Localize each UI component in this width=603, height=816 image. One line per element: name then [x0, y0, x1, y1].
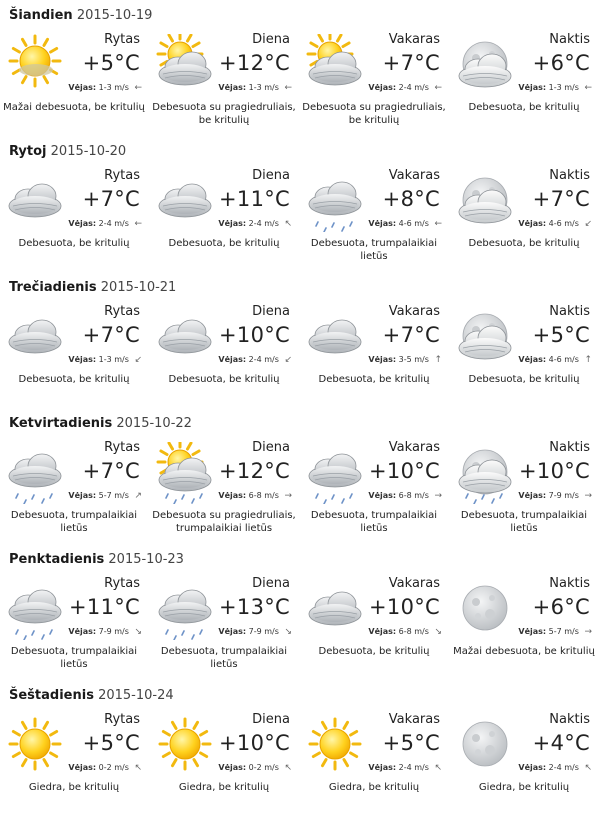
cloud-icon [154, 306, 216, 368]
cloud-icon [304, 306, 366, 368]
period-temperature: +4°C [532, 731, 590, 755]
period-wind [518, 491, 592, 501]
period-wind [368, 355, 442, 365]
wind-direction-icon: ↙ [284, 355, 292, 365]
period-description: Debesuota, be kritulių [318, 374, 430, 385]
period-description: Debesuota, be kritulių [318, 646, 430, 657]
period-name: Naktis [549, 576, 590, 591]
wind-direction-icon: ← [434, 83, 442, 93]
period-wind [68, 491, 142, 501]
wind-label: Vėjas: [368, 83, 397, 92]
wind-direction-icon: ↖ [434, 763, 442, 773]
period-description: Debesuota, trumpalaikiai lietūs [310, 510, 438, 534]
period-wind [68, 355, 142, 365]
wind-speed: 7-9 m/s [548, 491, 579, 500]
wind-speed: 6-8 m/s [398, 627, 429, 636]
wind-label: Vėjas: [518, 83, 547, 92]
period-wind [518, 83, 592, 93]
period-temperature: +7°C [382, 51, 440, 75]
wind-label: Vėjas: [368, 219, 397, 228]
wind-speed: 2-4 m/s [398, 763, 429, 772]
period-description: Giedra, be kritulių [478, 782, 570, 793]
sun-icon [154, 714, 216, 776]
period-description: Giedra, be kritulių [28, 782, 120, 793]
period-description: Mažai debesuota, be kritulių [3, 102, 145, 113]
wind-speed: 1-3 m/s [98, 83, 129, 92]
wind-speed: 1-3 m/s [548, 83, 579, 92]
wind-direction-icon: ↙ [134, 355, 142, 365]
cloud-rain-icon [154, 578, 216, 640]
period-temperature: +5°C [82, 731, 140, 755]
sun-icon [304, 714, 366, 776]
period-temperature: +7°C [532, 187, 590, 211]
day-name: Ketvirtadienis [9, 416, 113, 431]
cloud-icon [4, 306, 66, 368]
wind-direction-icon: ↑ [584, 355, 592, 365]
wind-direction-icon: ← [434, 219, 442, 229]
wind-label: Vėjas: [218, 83, 247, 92]
wind-label: Vėjas: [518, 219, 547, 228]
period-description: Mažai debesuota, be kritulių [453, 646, 595, 657]
period-name: Vakaras [388, 576, 440, 591]
day-date: 2015-10-21 [100, 280, 177, 295]
wind-speed: 7-9 m/s [248, 627, 279, 636]
sun-cloud-icon [154, 34, 216, 96]
period-wind [518, 219, 592, 229]
period-description: Debesuota, trumpalaikiai lietūs [10, 510, 138, 534]
period-description: Debesuota, trumpalaikiai lietūs [160, 646, 288, 670]
period-temperature: +12°C [219, 51, 290, 75]
wind-speed: 6-8 m/s [248, 491, 279, 500]
wind-label: Vėjas: [68, 491, 97, 500]
day-block [0, 136, 603, 272]
period-row [0, 28, 603, 136]
period-name: Naktis [549, 168, 590, 183]
period-description: Debesuota, be kritulių [18, 238, 130, 249]
period-temperature: +5°C [82, 51, 140, 75]
wind-label: Vėjas: [68, 83, 97, 92]
period-description: Debesuota, be kritulių [468, 374, 580, 385]
day-name: Šiandien [9, 8, 73, 23]
wind-speed: 2-4 m/s [248, 355, 279, 364]
wind-label: Vėjas: [518, 627, 547, 636]
wind-label: Vėjas: [218, 763, 247, 772]
period-temperature: +10°C [369, 595, 440, 619]
period-temperature: +7°C [82, 323, 140, 347]
day-heading [9, 144, 126, 159]
period-temperature: +7°C [382, 323, 440, 347]
wind-direction-icon: ↗ [134, 491, 142, 501]
wind-speed: 3-5 m/s [398, 355, 429, 364]
period-description: Debesuota, trumpalaikiai lietūs [310, 238, 438, 262]
wind-speed: 0-2 m/s [248, 763, 279, 772]
period-temperature: +10°C [219, 323, 290, 347]
day-block [0, 544, 603, 680]
period-wind [518, 763, 592, 773]
wind-speed: 2-4 m/s [398, 83, 429, 92]
period-wind [68, 83, 142, 93]
wind-speed: 5-7 m/s [98, 491, 129, 500]
period-wind [368, 491, 442, 501]
period-panel [300, 300, 448, 408]
period-name: Vakaras [388, 712, 440, 727]
wind-label: Vėjas: [368, 763, 397, 772]
period-temperature: +7°C [82, 459, 140, 483]
wind-speed: 1-3 m/s [248, 83, 279, 92]
period-panel [300, 436, 448, 544]
day-date: 2015-10-20 [50, 144, 127, 159]
period-description: Debesuota, trumpalaikiai lietūs [460, 510, 588, 534]
wind-speed: 6-8 m/s [398, 491, 429, 500]
period-wind [368, 763, 442, 773]
period-description: Debesuota, be kritulių [168, 238, 280, 249]
wind-speed: 2-4 m/s [98, 219, 129, 228]
period-temperature: +10°C [369, 459, 440, 483]
period-wind [218, 219, 292, 229]
period-temperature: +6°C [532, 51, 590, 75]
wind-label: Vėjas: [368, 355, 397, 364]
sun-cloud-icon [304, 34, 366, 96]
period-description: Debesuota, be kritulių [468, 102, 580, 113]
period-temperature: +11°C [219, 187, 290, 211]
period-panel [150, 572, 298, 680]
day-date: 2015-10-19 [76, 8, 153, 23]
day-name: Šeštadienis [9, 688, 94, 703]
day-date: 2015-10-23 [108, 552, 184, 567]
period-temperature: +5°C [532, 323, 590, 347]
wind-label: Vėjas: [68, 219, 97, 228]
wind-direction-icon: ↖ [584, 763, 592, 773]
wind-direction-icon: ↘ [434, 627, 442, 637]
cloud-icon [4, 170, 66, 232]
wind-label: Vėjas: [518, 355, 547, 364]
period-row [0, 572, 603, 680]
period-temperature: +13°C [219, 595, 290, 619]
period-description: Debesuota su pragiedruliais, be kritulių [302, 102, 446, 126]
day-heading [9, 688, 174, 703]
wind-direction-icon: → [284, 491, 292, 501]
period-name: Rytas [104, 168, 140, 183]
period-panel [0, 164, 148, 272]
wind-speed: 2-4 m/s [548, 763, 579, 772]
period-name: Rytas [104, 440, 140, 455]
moon-cloud-icon [454, 306, 516, 368]
wind-direction-icon: → [584, 491, 592, 501]
period-name: Vakaras [388, 32, 440, 47]
wind-direction-icon: ↖ [134, 763, 142, 773]
period-name: Rytas [104, 32, 140, 47]
day-block [0, 408, 603, 544]
period-name: Vakaras [388, 304, 440, 319]
cloud-icon [154, 170, 216, 232]
wind-speed: 4-6 m/s [398, 219, 429, 228]
cloud-rain-icon [304, 442, 366, 504]
wind-speed: 1-3 m/s [98, 355, 129, 364]
cloud-rain-icon [304, 170, 366, 232]
wind-speed: 4-6 m/s [548, 219, 579, 228]
period-temperature: +7°C [82, 187, 140, 211]
period-description: Debesuota, be kritulių [18, 374, 130, 385]
period-wind [218, 491, 292, 501]
moon-cloud-rain-icon [454, 442, 516, 504]
wind-direction-icon: → [434, 491, 442, 501]
wind-label: Vėjas: [68, 763, 97, 772]
period-wind [368, 627, 442, 637]
wind-label: Vėjas: [218, 219, 247, 228]
period-name: Rytas [104, 304, 140, 319]
period-wind [218, 83, 292, 93]
wind-direction-icon: ↑ [434, 355, 442, 365]
period-panel [150, 28, 298, 136]
period-wind [218, 627, 292, 637]
period-wind [368, 219, 442, 229]
period-panel [300, 164, 448, 272]
period-name: Diena [252, 712, 290, 727]
period-panel [150, 436, 298, 544]
period-wind [68, 763, 142, 773]
period-name: Diena [252, 168, 290, 183]
period-panel [450, 436, 598, 544]
wind-direction-icon: ↖ [284, 219, 292, 229]
wind-label: Vėjas: [518, 763, 547, 772]
period-name: Rytas [104, 712, 140, 727]
period-panel [0, 572, 148, 680]
day-block [0, 272, 603, 408]
period-name: Diena [252, 32, 290, 47]
wind-speed: 4-6 m/s [548, 355, 579, 364]
period-wind [518, 355, 592, 365]
moon-cloud-icon [454, 34, 516, 96]
period-temperature: +11°C [69, 595, 140, 619]
wind-speed: 0-2 m/s [98, 763, 129, 772]
sun-cloud-light-icon [4, 34, 66, 96]
period-temperature: +6°C [532, 595, 590, 619]
period-temperature: +10°C [219, 731, 290, 755]
period-panel [300, 572, 448, 680]
wind-speed: 2-4 m/s [248, 219, 279, 228]
wind-direction-icon: ↘ [134, 627, 142, 637]
wind-label: Vėjas: [218, 355, 247, 364]
moon-icon [454, 714, 516, 776]
period-name: Diena [252, 440, 290, 455]
period-temperature: +12°C [219, 459, 290, 483]
cloud-rain-icon [4, 578, 66, 640]
period-name: Naktis [549, 304, 590, 319]
wind-speed: 7-9 m/s [98, 627, 129, 636]
period-panel [450, 572, 598, 680]
moon-cloud-icon [454, 170, 516, 232]
period-name: Diena [252, 304, 290, 319]
period-panel [300, 28, 448, 136]
wind-direction-icon: ↙ [584, 219, 592, 229]
wind-label: Vėjas: [368, 491, 397, 500]
day-heading [9, 552, 184, 567]
wind-speed: 5-7 m/s [548, 627, 579, 636]
wind-direction-icon: ← [284, 83, 292, 93]
period-name: Naktis [549, 712, 590, 727]
period-temperature: +8°C [382, 187, 440, 211]
period-panel [450, 164, 598, 272]
day-heading [9, 8, 152, 23]
period-row [0, 436, 603, 544]
period-name: Vakaras [388, 168, 440, 183]
period-panel [0, 436, 148, 544]
wind-direction-icon: → [584, 627, 592, 637]
period-description: Giedra, be kritulių [178, 782, 270, 793]
cloud-icon [304, 578, 366, 640]
period-name: Diena [252, 576, 290, 591]
wind-label: Vėjas: [68, 627, 97, 636]
period-wind [68, 219, 142, 229]
cloud-rain-icon [4, 442, 66, 504]
period-wind [218, 763, 292, 773]
day-date: 2015-10-22 [116, 416, 192, 431]
day-heading [9, 280, 176, 295]
period-row [0, 164, 603, 272]
wind-direction-icon: ↖ [284, 763, 292, 773]
wind-direction-icon: ↘ [284, 627, 292, 637]
period-wind [368, 83, 442, 93]
wind-direction-icon: ← [134, 83, 142, 93]
period-panel [450, 28, 598, 136]
wind-direction-icon: ← [584, 83, 592, 93]
wind-label: Vėjas: [368, 627, 397, 636]
wind-label: Vėjas: [68, 355, 97, 364]
day-block [0, 0, 603, 136]
period-temperature: +5°C [382, 731, 440, 755]
period-wind [68, 627, 142, 637]
period-row [0, 300, 603, 408]
wind-direction-icon: ← [134, 219, 142, 229]
moon-icon [454, 578, 516, 640]
period-description: Giedra, be kritulių [328, 782, 420, 793]
sun-icon [4, 714, 66, 776]
period-description: Debesuota, be kritulių [468, 238, 580, 249]
wind-label: Vėjas: [218, 491, 247, 500]
day-block [0, 680, 603, 816]
period-name: Vakaras [388, 440, 440, 455]
period-panel [450, 300, 598, 408]
period-panel [150, 300, 298, 408]
period-description: Debesuota su pragiedruliais, be kritulių [152, 102, 296, 126]
wind-label: Vėjas: [518, 491, 547, 500]
period-panel [150, 164, 298, 272]
period-panel [0, 300, 148, 408]
wind-label: Vėjas: [218, 627, 247, 636]
period-description: Debesuota, trumpalaikiai lietūs [10, 646, 138, 670]
day-name: Rytoj [9, 144, 47, 159]
period-name: Naktis [549, 440, 590, 455]
period-description: Debesuota, be kritulių [168, 374, 280, 385]
period-name: Naktis [549, 32, 590, 47]
period-description: Debesuota su pragiedruliais, trumpalaikiai lietūs [152, 510, 296, 534]
day-name: Penktadienis [9, 552, 105, 567]
period-wind [218, 355, 292, 365]
day-date: 2015-10-24 [98, 688, 174, 703]
period-wind [518, 627, 592, 637]
day-name: Trečiadienis [9, 280, 97, 295]
period-temperature: +10°C [519, 459, 590, 483]
sun-cloud-rain-icon [154, 442, 216, 504]
day-heading [9, 416, 192, 431]
period-panel [0, 28, 148, 136]
period-name: Rytas [104, 576, 140, 591]
